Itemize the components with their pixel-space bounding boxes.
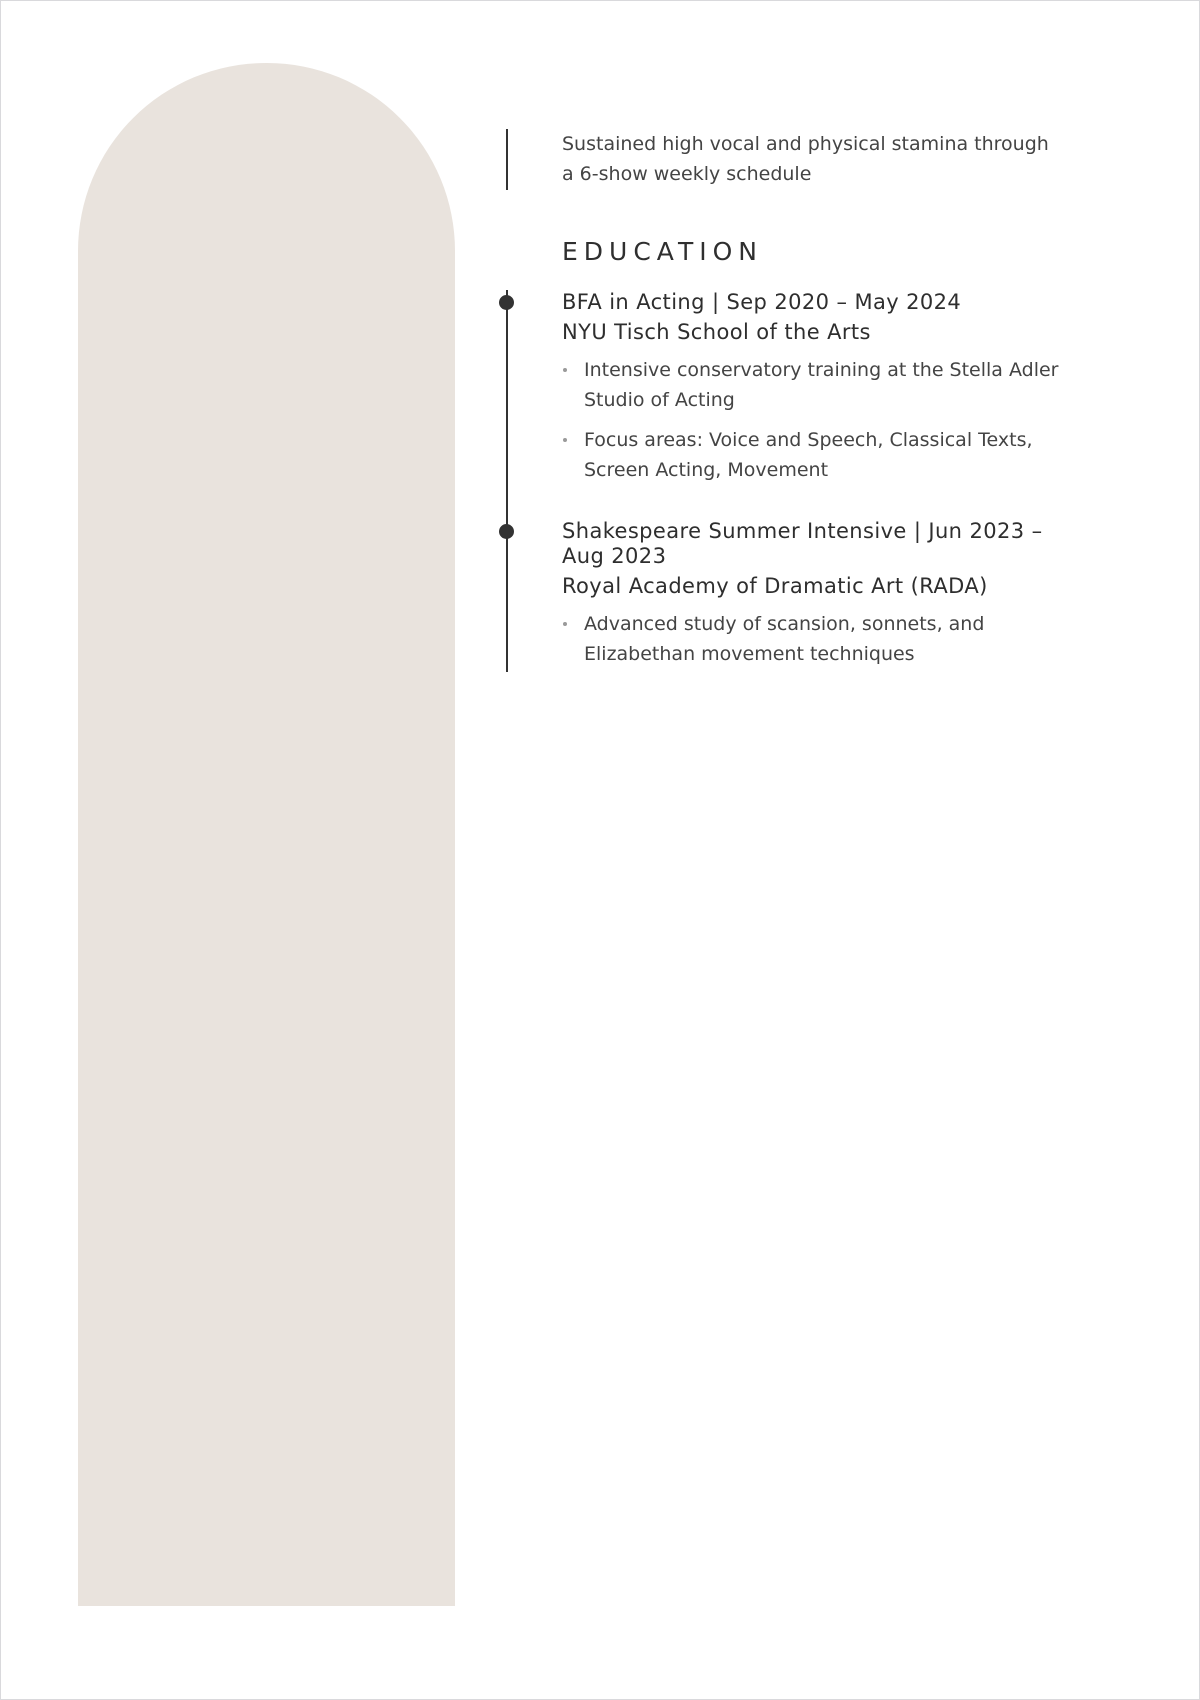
timeline-segment <box>506 129 508 190</box>
bullet-text: Focus areas: Voice and Speech, Classical Texts, Screen Acting, Movement <box>584 429 1033 481</box>
education-bullets <box>562 609 1066 669</box>
education-entry <box>562 519 1066 669</box>
bullet-text: Intensive conservatory training at the Stella Adler Studio of Acting <box>584 359 1059 411</box>
bullet-text: Advanced study of scansion, sonnets, and Elizabethan movement techniques <box>584 613 985 665</box>
continued-bullet-text: Sustained high vocal and physical stamina through a 6-show weekly schedule <box>562 133 1049 185</box>
bullet-item <box>562 355 1066 415</box>
continued-experience-item <box>506 129 1066 189</box>
timeline-line <box>506 290 508 672</box>
timeline-dot <box>499 524 514 539</box>
bullet-item <box>562 425 1066 485</box>
main-column <box>506 129 1066 703</box>
decorative-arch <box>78 63 455 1606</box>
education-section-title: EDUCATION <box>562 237 763 266</box>
education-timeline <box>506 290 1066 669</box>
bullet-item <box>562 609 1066 669</box>
education-bullets <box>562 355 1066 485</box>
bullet-marker <box>563 438 567 442</box>
bullet-marker <box>563 368 567 372</box>
bullet-marker <box>563 622 567 626</box>
timeline-dot <box>499 295 514 310</box>
degree-heading: BFA in Acting | Sep 2020 – May 2024 <box>562 290 962 314</box>
institution-name: NYU Tisch School of the Arts <box>562 320 871 344</box>
degree-heading: Shakespeare Summer Intensive | Jun 2023 – Aug 2023 <box>562 519 1043 568</box>
institution-name: Royal Academy of Dramatic Art (RADA) <box>562 574 988 598</box>
education-entry <box>562 290 1066 485</box>
